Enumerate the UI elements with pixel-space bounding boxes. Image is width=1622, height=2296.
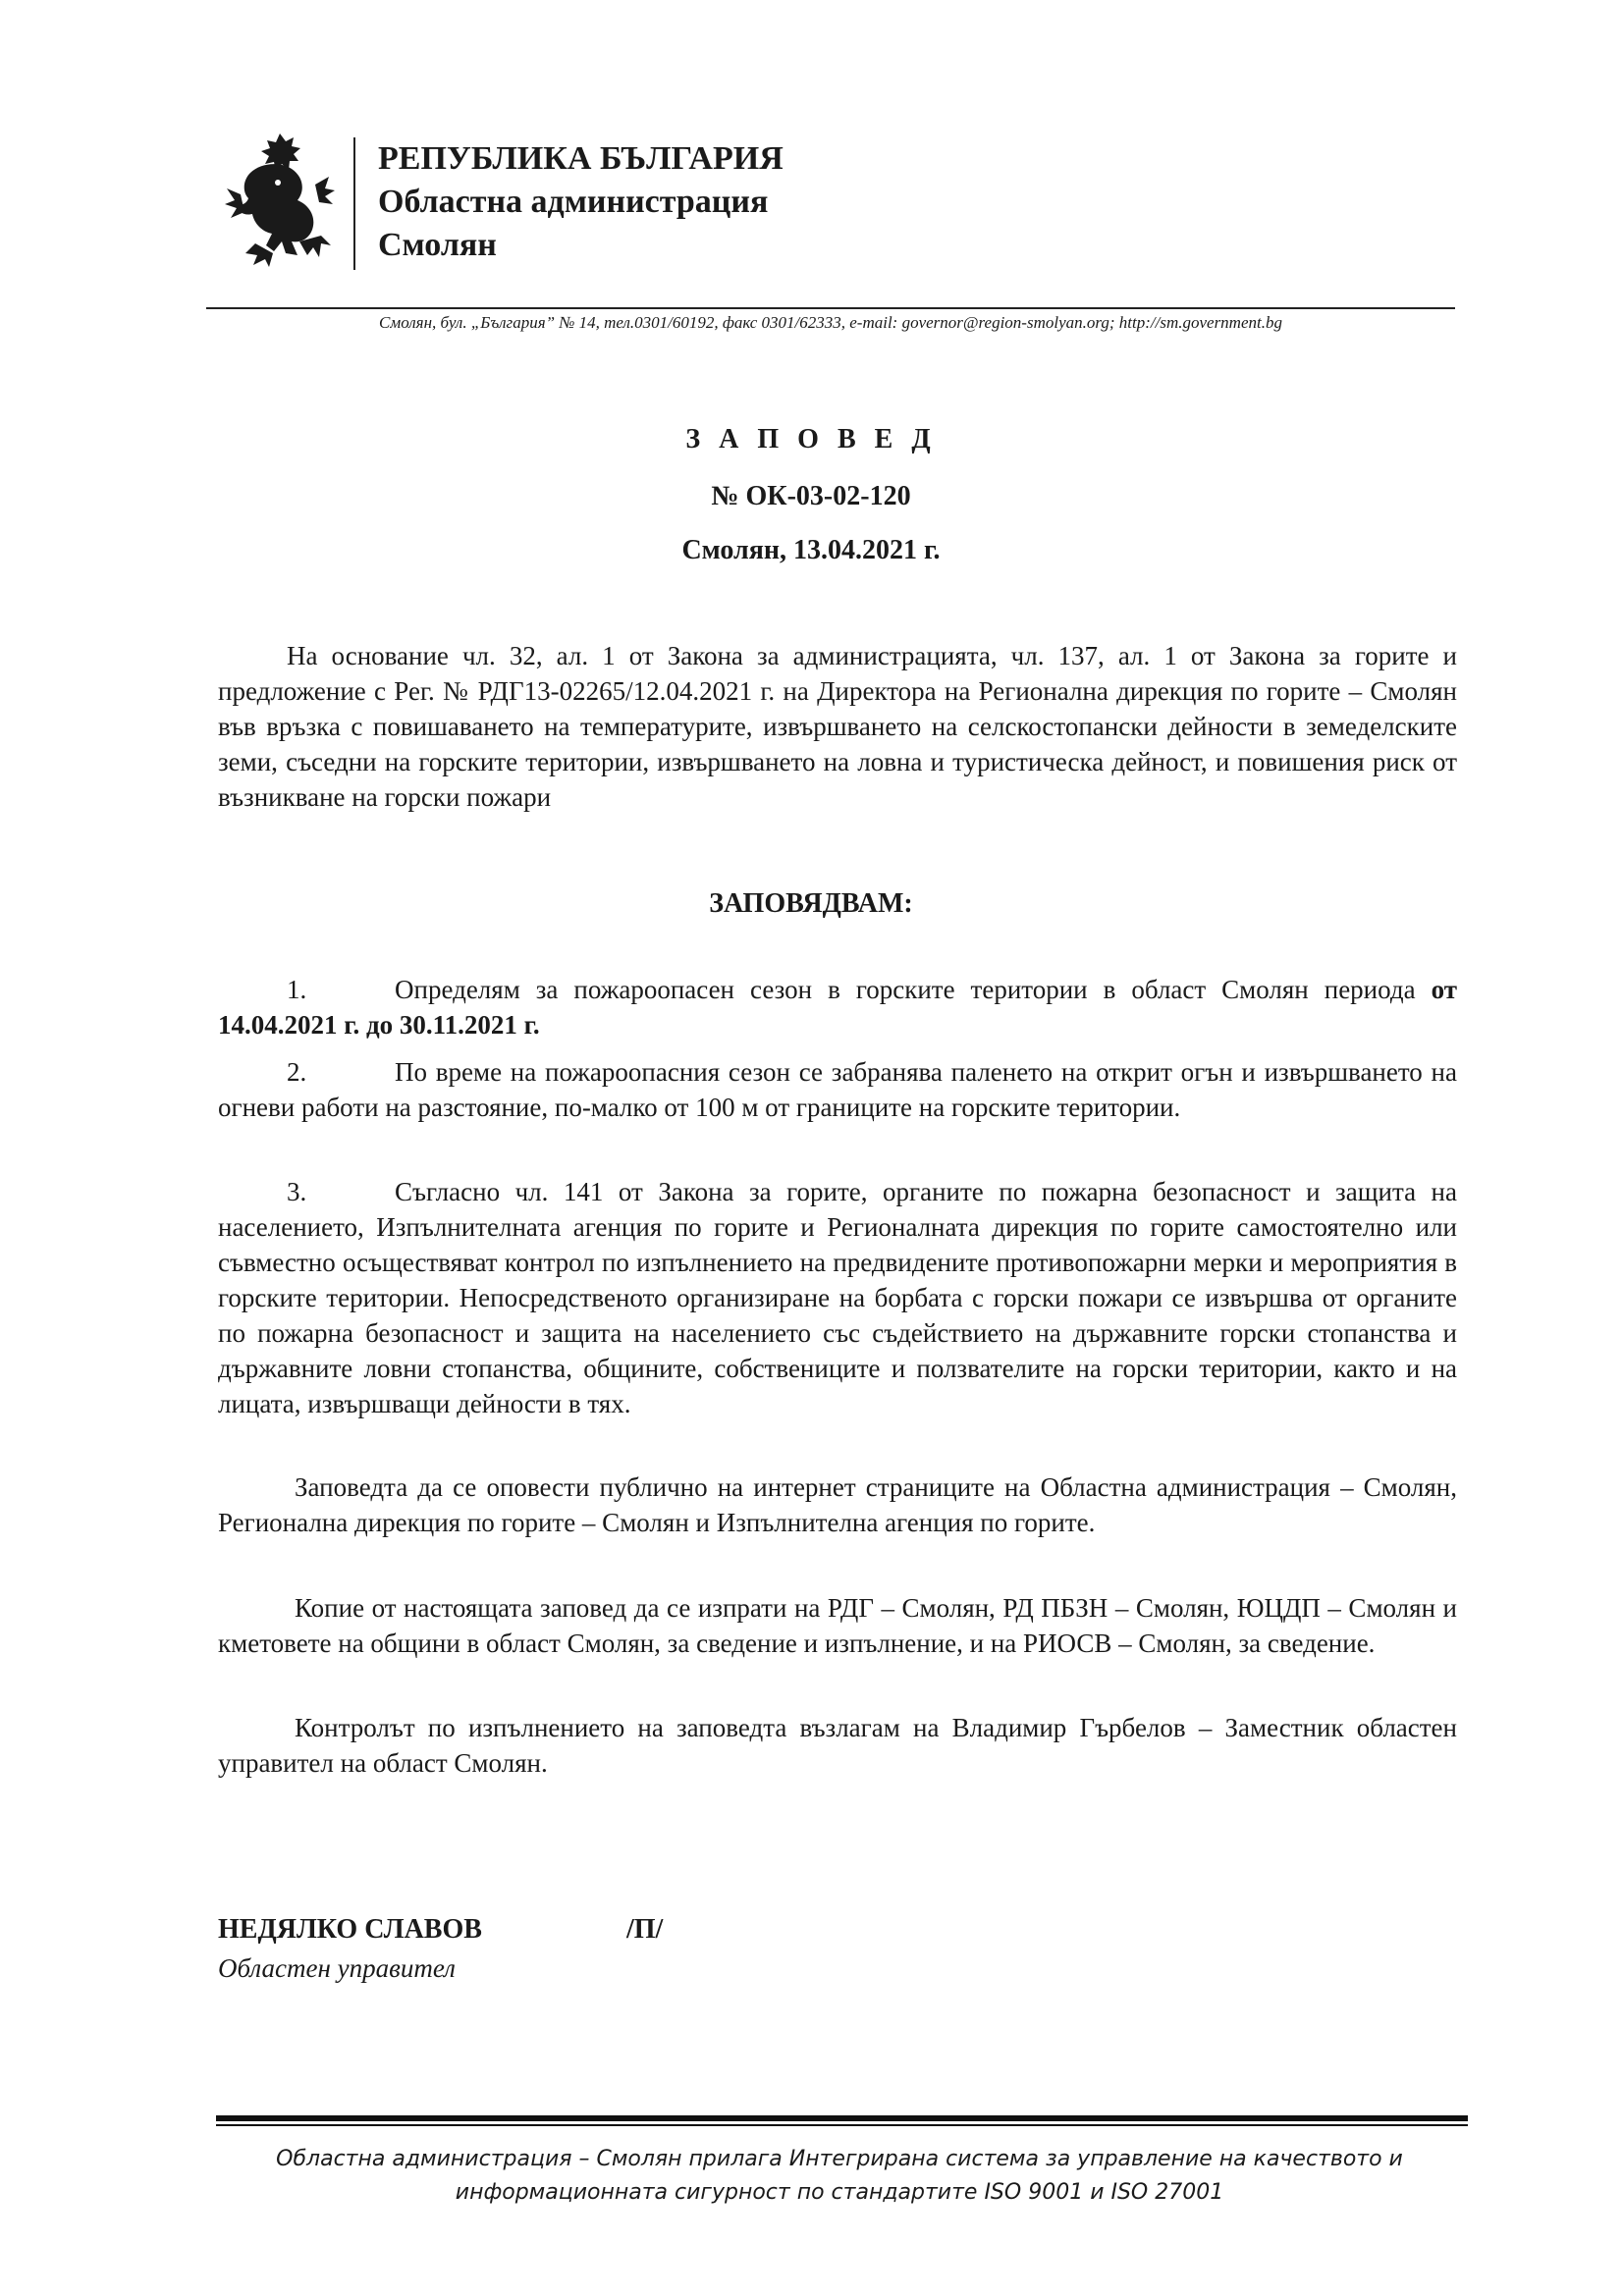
distribution-paragraph: Копие от настоящата заповед да се изпрати на РДГ – Смолян, РД ПБЗН – Смолян, ЮЦДП – Смолян и кметовете на общини в област Смолян, за сведение и изпълнение, и на РИОСВ – Смолян, за сведение. [218, 1593, 1457, 1658]
order-heading: ЗАПОВЯДВАМ: [709, 888, 913, 919]
item-text: Съгласно чл. 141 от Закона за горите, органите по пожарна безопасност и защита на населението, Изпълнителната агенция по горите и Регионалната дирекция по горите самостоятелно или съвместно осъществяват контрол по изпълнението на предвидените противопожарни мерки и мероприятия в горските територии. Непосредственото организиране на борбата с горски пожари се извършва от органите по пожарна безопасност и защита на населението със съдействието на държавните горски стопанства и държавните ловни стопанства, общините, собствениците и ползвателите на горски територии, както и на лицата, извършващи дейности в тях. [218, 1177, 1457, 1418]
signatory-title: Областен управител [218, 1953, 456, 1983]
document-place-date: Смолян, 13.04.2021 г. [681, 535, 941, 565]
footer-rule-thick [216, 2115, 1468, 2121]
organization-name [378, 137, 784, 267]
item-period: от 14.04.2021 г. до 30.11.2021 г. [218, 975, 1457, 1040]
org-line-administration: Областна администрация [378, 184, 769, 220]
org-line-city: Смолян [378, 227, 497, 263]
item-number: 3. [287, 1177, 307, 1206]
footer-line-1: Областна администрация – Смолян прилага Интегрирана система за управление на качеството и [276, 2147, 1403, 2171]
publication-paragraph: Заповедта да се оповести публично на интернет страниците на Областна администрация – Смолян, Регионална дирекция по горите – Смолян и Изпълнителна агенция по горите. [218, 1472, 1457, 1537]
order-item [218, 972, 1457, 1042]
item-text: Определям за пожароопасен сезон в горските територии в област Смолян периода [395, 975, 1432, 1004]
header-rule [206, 307, 1455, 309]
org-line-country: РЕПУБЛИКА БЪЛГАРИЯ [378, 140, 784, 177]
control-paragraph: Контролът по изпълнението на заповедта възлагам на Владимир Гърбелов – Заместник областен управител на област Смолян. [218, 1713, 1457, 1778]
document-type-title: З А П О В Е Д [685, 424, 937, 454]
signatory-name: НЕДЯЛКО СЛАВОВ [218, 1914, 482, 1945]
footer-line-2: информационната сигурност по стандартите ISO 9001 и ISO 27001 [455, 2180, 1224, 2205]
order-item [218, 1054, 1457, 1125]
item-number: 1. [287, 975, 307, 1004]
footer-note [206, 2143, 1473, 2210]
item-number: 2. [287, 1057, 307, 1087]
contact-line: Смолян, бул. „България” № 14, тел.0301/60192, факс 0301/62333, e-mail: governor@region-smolyan.org; http://sm.government.bg [379, 313, 1282, 332]
header-divider [353, 137, 355, 270]
basis-paragraph: На основание чл. 32, ал. 1 от Закона за администрацията, чл. 137, ал. 1 от Закона за горите и предложение с Рег. № РДГ13-02265/12.04.2021 г. на Директора на Регионална дирекция по горите – Смолян във връзка с повишаването на температурите, извършването на селскостопански дейности в земеделските земи, съседни на горските територии, извършването на ловна и туристическа дейност, и повишения риск от възникване на горски пожари [218, 641, 1457, 812]
footer-rule-thin [216, 2124, 1468, 2126]
signature-mark: /П/ [626, 1914, 664, 1945]
document-number: № ОК-03-02-120 [711, 481, 911, 511]
item-text: По време на пожароопасния сезон се забранява паленето на открит огън и извършването на огневи работи на разстояние, по-малко от 100 м от границите на горските територии. [218, 1057, 1457, 1122]
order-item [218, 1174, 1457, 1421]
bulgarian-lion-crest-icon [221, 126, 339, 273]
